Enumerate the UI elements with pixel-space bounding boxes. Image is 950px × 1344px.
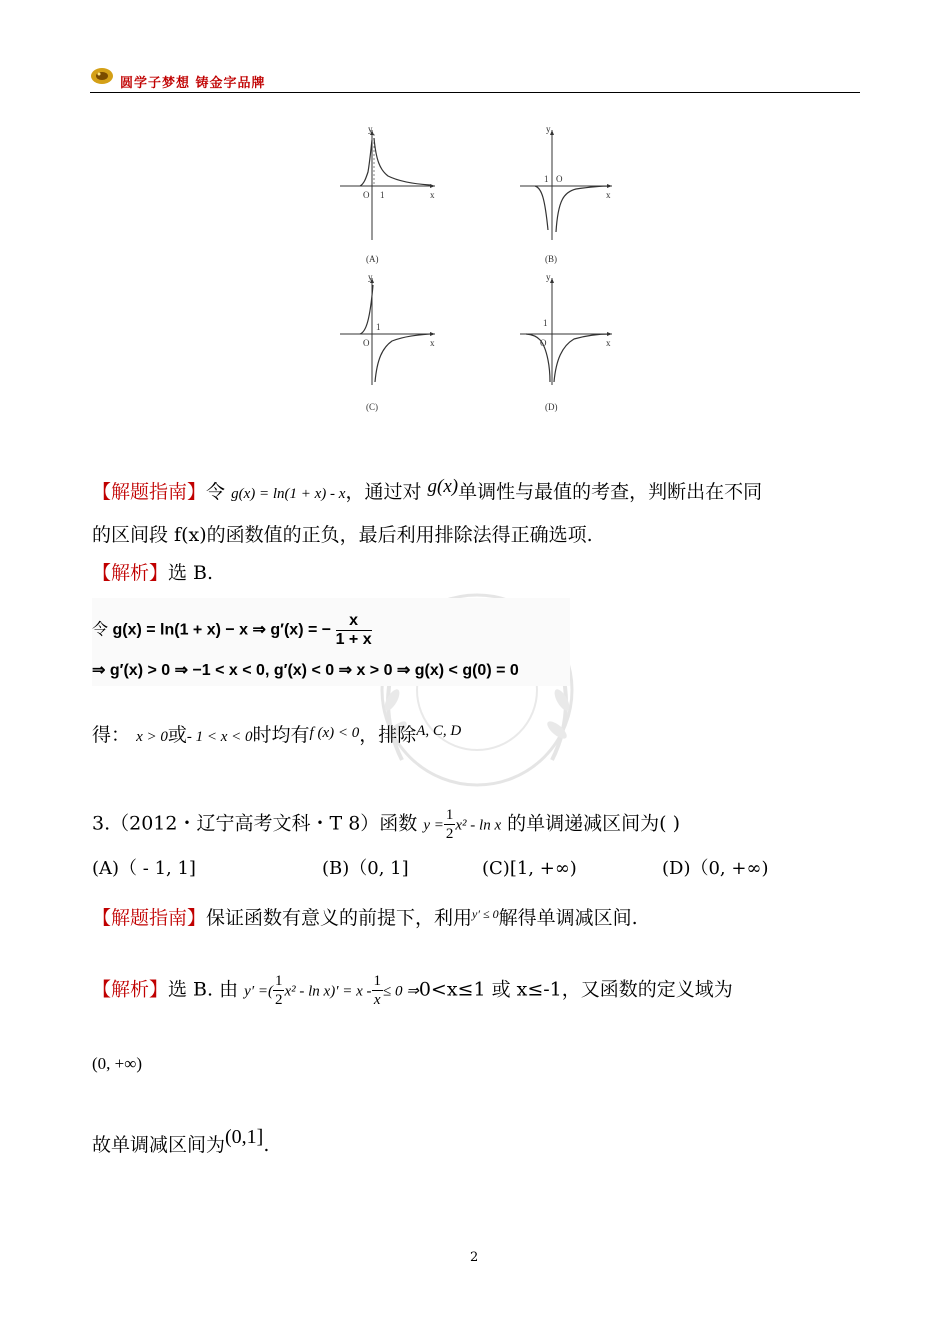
analysis-3-formula-3: ≤ 0 ⇒ <box>383 983 419 1000</box>
function-graph-options <box>330 120 630 420</box>
graph-a-one: 1 <box>380 190 385 200</box>
analysis-3-final-interval: (0,1] <box>225 1126 264 1148</box>
question-3-formula-right: x² - ln x <box>455 817 502 834</box>
conclusion-1-cond-2: - 1 < x < 0 <box>186 729 253 745</box>
graph-d-caption: (D) <box>545 402 558 412</box>
analysis-3-final-dot: . <box>263 1134 270 1156</box>
hint-3-text-2: 解得单调减区间. <box>498 907 638 929</box>
graph-d-xlabel: x <box>606 338 611 348</box>
analysis-3-fraction-2-num: 1 <box>373 973 381 989</box>
page-number: 2 <box>470 1250 479 1265</box>
graph-c-ylabel: y <box>368 272 373 282</box>
option-b: (B)（0, 1] <box>322 858 409 879</box>
analysis-3-fraction-1-num: 1 <box>274 973 283 989</box>
hint-3-text-1: 保证函数有意义的前提下，利用 <box>206 907 473 929</box>
derivation-line-2: ⇒ g′(x) > 0 ⇒ −1 < x < 0, g′(x) < 0 ⇒ x > 0 ⇒ g(x) < g(0) = 0 <box>92 662 519 679</box>
graph-a-origin: O <box>363 190 370 200</box>
conclusion-1-excluded: A, C, D <box>416 723 462 739</box>
graph-c-one: 1 <box>376 322 381 332</box>
graph-b-xlabel: x <box>606 190 611 200</box>
derivation-fraction-num: x <box>336 612 372 631</box>
analysis-3-tag: 【解析】 <box>92 978 169 1001</box>
hint-1-line-1 <box>92 476 762 504</box>
hint-1-text-1: 令 <box>206 481 226 503</box>
graph-a-caption: (A) <box>366 254 379 264</box>
graph-b-caption: (B) <box>545 254 557 264</box>
analysis-1-text: 选 B. <box>168 562 214 584</box>
analysis-3-formula-1: y′ =( <box>244 983 273 1000</box>
analysis-3-fraction-1 <box>273 972 285 1009</box>
hint-1-tag: 【解题指南】 <box>92 481 207 503</box>
graph-b <box>520 124 612 264</box>
graph-b-origin: O <box>556 174 563 184</box>
hint-1-text-3: 单调性与最值的考查，判断出在不同 <box>458 481 763 503</box>
analysis-3-fraction-2 <box>372 972 384 1009</box>
conclusion-1-text-2: 或 <box>167 724 187 746</box>
analysis-3-final <box>92 1126 269 1157</box>
conclusion-1-cond-3: f (x) < 0 <box>309 725 360 741</box>
question-3-fraction-num: 1 <box>445 807 454 823</box>
question-3-fraction <box>444 806 456 843</box>
hint-1-line-2: 的区间段 f(x)的函数值的正负，最后利用排除法得正确选项. <box>92 524 593 546</box>
option-a: (A)（ - 1, 1] <box>92 858 196 879</box>
question-3-options <box>92 854 768 880</box>
graph-c <box>340 272 435 412</box>
graph-d-one: 1 <box>543 318 548 328</box>
graph-a-xlabel: x <box>430 190 435 200</box>
graph-a-ylabel: y <box>368 124 373 134</box>
graph-b-ylabel: y <box>546 124 551 134</box>
graph-d-ylabel: y <box>546 272 551 282</box>
conclusion-1-text-4: ，排除 <box>359 724 417 746</box>
derivation-fraction <box>336 612 372 649</box>
graph-b-one: 1 <box>544 174 549 184</box>
hint-1-formula: g(x) = ln(1 + x) - x <box>231 486 346 502</box>
hint-3-condition: y′ ≤ 0 <box>472 907 499 921</box>
analysis-3-text-1: 选 B. 由 <box>168 978 239 1001</box>
analysis-3-formula-2: x² - ln x)′ = x - <box>284 983 372 1000</box>
question-3-formula-left: y = <box>423 817 444 834</box>
analysis-3-final-text: 故单调减区间为 <box>92 1134 226 1156</box>
analysis-1-tag: 【解析】 <box>92 562 169 584</box>
question-3-suffix: 的单调递减区间为( ) <box>507 812 681 835</box>
question-3 <box>92 806 680 843</box>
brand-logo-icon <box>90 66 114 86</box>
analysis-1 <box>92 558 213 585</box>
analysis-3-domain: (0, +∞) <box>92 1054 143 1073</box>
option-d: (D)（0, +∞) <box>662 858 769 879</box>
question-3-prefix: 3.（2012・辽宁高考文科・T 8）函数 <box>92 812 418 835</box>
header-slogan: 圆学子梦想 铸金字品牌 <box>120 76 266 91</box>
header-divider <box>90 92 860 93</box>
option-c: (C)[1, +∞) <box>482 858 577 879</box>
hint-3-tag: 【解题指南】 <box>92 907 207 929</box>
analysis-3-fraction-1-den: 2 <box>274 992 283 1008</box>
conclusion-1 <box>92 720 461 747</box>
hint-1-text-2: ，通过对 <box>345 481 422 503</box>
analysis-3-text-2: 0<x≤1 或 x≤-1，又函数的定义域为 <box>418 978 733 1001</box>
graph-d <box>520 272 612 412</box>
graph-a <box>340 124 435 264</box>
conclusion-1-cond-1: x > 0 <box>136 729 168 745</box>
derivation-fraction-den: 1 + x <box>335 631 372 648</box>
derivation-line-1 <box>92 612 372 649</box>
hint-1-gx: g(x) <box>427 476 459 497</box>
analysis-3 <box>92 972 733 1009</box>
graph-c-xlabel: x <box>430 338 435 348</box>
graph-c-origin: O <box>363 338 370 348</box>
derivation-line-1-text: g(x) = ln(1 + x) − x ⇒ g′(x) = − <box>112 621 332 639</box>
graph-c-caption: (C) <box>366 402 378 412</box>
conclusion-1-text-3: 时均有 <box>252 724 310 746</box>
hint-3 <box>92 903 638 930</box>
conclusion-1-text-1: 得： <box>92 724 131 746</box>
question-3-fraction-den: 2 <box>445 826 454 842</box>
analysis-3-fraction-2-den: x <box>373 992 381 1008</box>
derivation-lead: 令 <box>92 619 109 639</box>
graph-d-origin: O <box>540 338 547 348</box>
